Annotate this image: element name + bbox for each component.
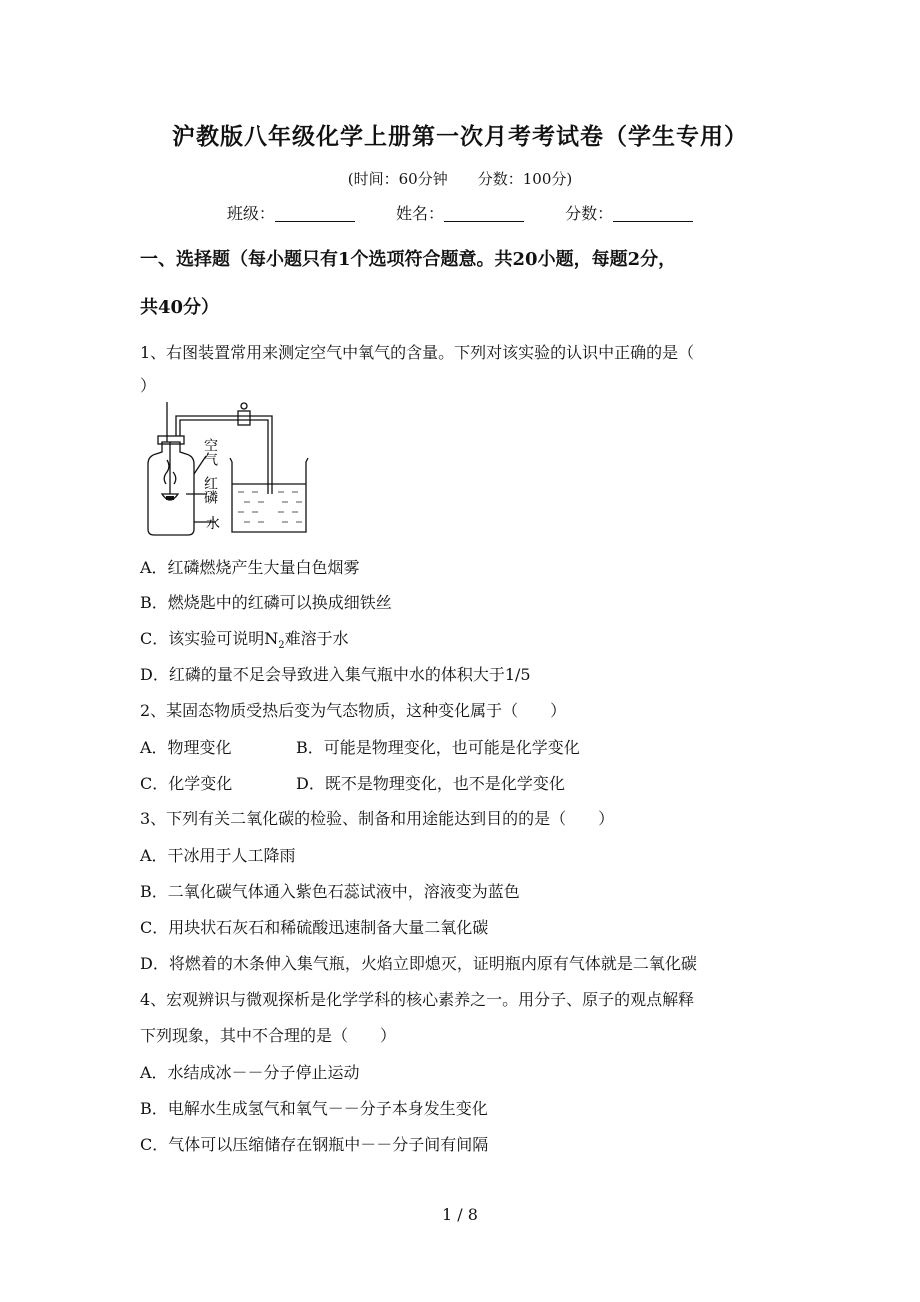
class-field[interactable] [227, 201, 355, 224]
apparatus-figure [140, 394, 320, 539]
class-label: 班级： [226, 204, 275, 223]
student-info-fields [0, 201, 920, 224]
section-heading-cont: 共40分） [140, 297, 220, 318]
label-air: 空气 [202, 438, 218, 466]
q1-option-c-pre: C．该实验可说明N [140, 629, 279, 648]
q1-option-d: D．红磷的量不足会导致进入集气瓶中水的体积大于1/5 [140, 665, 531, 684]
q4-stem-cont: 下列现象，其中不合理的是（ ） [140, 1026, 397, 1045]
page-number: 1 / 8 [442, 1205, 478, 1224]
page-title: 沪教版八年级化学上册第一次月考考试卷（学生专用） [172, 123, 748, 150]
q3-option-b: B．二氧化碳气体通入紫色石蕊试液中，溶液变为蓝色 [140, 882, 520, 901]
q3-stem: 3、下列有关二氧化碳的检验、制备和用途能达到目的的是（ ） [140, 809, 615, 828]
exam-time: (时间：60分钟 [347, 170, 448, 188]
red-phosphorus [166, 496, 174, 500]
q3-option-a: A．干冰用于人工降雨 [140, 846, 296, 865]
q1-option-a: A．红磷燃烧产生大量白色烟雾 [140, 558, 360, 577]
name-blank[interactable] [444, 205, 524, 222]
score-field[interactable] [565, 201, 693, 224]
q4-option-c: C．气体可以压缩储存在钢瓶中－－分子间有间隔 [140, 1135, 489, 1154]
name-field[interactable] [396, 201, 524, 224]
q2-option-b: B．可能是物理变化，也可能是化学变化 [296, 738, 580, 757]
q4-option-b: B．电解水生成氢气和氧气－－分子本身发生变化 [140, 1099, 488, 1118]
exam-meta [0, 168, 920, 189]
q1-option-c-post: 难溶于水 [284, 629, 349, 648]
q1-stem-cont: ） [140, 376, 157, 395]
q1-option-c [140, 626, 349, 651]
score-label: 分数： [565, 204, 614, 223]
q2-option-d: D．既不是物理变化，也不是化学变化 [296, 774, 565, 793]
q3-option-c: C．用块状石灰石和稀硫酸迅速制备大量二氧化碳 [140, 918, 489, 937]
label-phosphorus: 红磷 [202, 476, 218, 504]
q1-option-c-sub: 2 [278, 640, 285, 652]
score-blank[interactable] [613, 205, 693, 222]
q2-stem: 2、某固态物质受热后变为气态物质，这种变化属于（ ） [140, 701, 567, 720]
q3-option-d: D．将燃着的木条伸入集气瓶，火焰立即熄灭，证明瓶内原有气体就是二氧化碳 [140, 954, 697, 973]
label-water: 水 [206, 516, 220, 532]
class-blank[interactable] [275, 205, 355, 222]
q1-stem: 1、右图装置常用来测定空气中氧气的含量。下列对该实验的认识中正确的是（ [140, 343, 695, 362]
q4-option-a: A．水结成冰－－分子停止运动 [140, 1063, 360, 1082]
q2-option-a: A．物理变化 [140, 738, 232, 757]
q4-stem: 4、宏观辨识与微观探析是化学学科的核心素养之一。用分子、原子的观点解释 [140, 990, 695, 1009]
q1-option-b: B．燃烧匙中的红磷可以换成细铁丝 [140, 593, 392, 612]
section-heading: 一、选择题（每小题只有1个选项符合题意。共20小题，每题2分， [140, 249, 677, 270]
q2-option-c: C．化学变化 [140, 774, 233, 793]
name-label: 姓名： [395, 204, 444, 223]
exam-total-score: 分数：100分) [477, 170, 573, 188]
